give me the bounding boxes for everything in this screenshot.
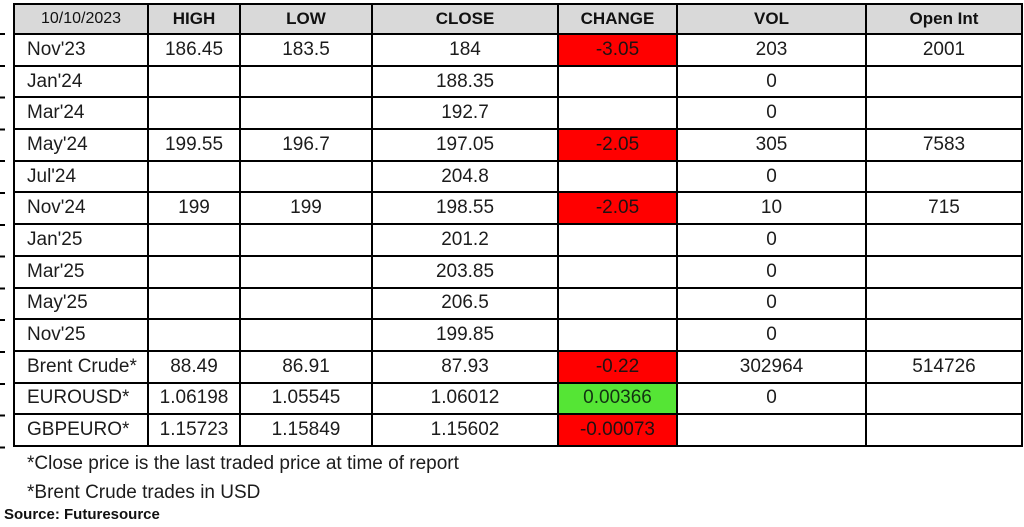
table-row	[14, 319, 1022, 351]
cell-change	[558, 66, 677, 98]
cell-open-int	[866, 97, 1022, 129]
cell-label: Mar'25	[14, 256, 148, 288]
cell-change	[558, 97, 677, 129]
table-row	[14, 351, 1022, 383]
cell-low: 86.91	[240, 351, 372, 383]
footnote-close-price: *Close price is the last traded price at time of report	[27, 453, 459, 474]
cell-label: May'25	[14, 288, 148, 320]
cell-high: 1.06198	[148, 383, 240, 415]
cell-close: 188.35	[372, 66, 558, 98]
cell-open-int: 7583	[866, 129, 1022, 161]
table-row	[14, 161, 1022, 193]
column-header-low: LOW	[240, 4, 372, 34]
cell-close: 184	[372, 34, 558, 66]
cell-change	[558, 288, 677, 320]
cell-close: 203.85	[372, 256, 558, 288]
cell-open-int	[866, 288, 1022, 320]
cropped-gridline-ticks	[0, 33, 5, 450]
cell-change	[558, 319, 677, 351]
column-header-open-int: Open Int	[866, 4, 1022, 34]
cell-high	[148, 256, 240, 288]
cell-low	[240, 224, 372, 256]
cell-label: Jul'24	[14, 161, 148, 193]
cell-close: 1.06012	[372, 383, 558, 415]
cell-close: 201.2	[372, 224, 558, 256]
cell-high: 1.15723	[148, 414, 240, 446]
cell-label: Brent Crude*	[14, 351, 148, 383]
cell-vol: 0	[677, 66, 866, 98]
table-row	[14, 97, 1022, 129]
table-row	[14, 383, 1022, 415]
table-row	[14, 414, 1022, 446]
cell-low	[240, 319, 372, 351]
cell-change: -0.00073	[558, 414, 677, 446]
cell-vol: 0	[677, 161, 866, 193]
table-header	[14, 4, 1022, 34]
cell-change: -2.05	[558, 129, 677, 161]
table-row	[14, 192, 1022, 224]
cell-open-int	[866, 224, 1022, 256]
cell-low	[240, 161, 372, 193]
source-attribution: Source: Futuresource	[4, 506, 160, 523]
cell-close: 197.05	[372, 129, 558, 161]
cell-high: 199.55	[148, 129, 240, 161]
cell-close: 87.93	[372, 351, 558, 383]
footnote-brent-crude: *Brent Crude trades in USD	[27, 482, 261, 503]
cell-label: GBPEURO*	[14, 414, 148, 446]
table-row	[14, 256, 1022, 288]
header-row	[14, 4, 1022, 34]
cell-low	[240, 66, 372, 98]
table-body	[14, 34, 1022, 446]
cell-change	[558, 161, 677, 193]
cell-label: Nov'24	[14, 192, 148, 224]
cell-open-int: 2001	[866, 34, 1022, 66]
cell-vol: 302964	[677, 351, 866, 383]
cell-high	[148, 288, 240, 320]
cell-open-int	[866, 319, 1022, 351]
cell-high	[148, 224, 240, 256]
cell-label: Jan'25	[14, 224, 148, 256]
cell-vol: 0	[677, 383, 866, 415]
table-row	[14, 66, 1022, 98]
cell-low	[240, 97, 372, 129]
cell-close: 1.15602	[372, 414, 558, 446]
cell-vol: 0	[677, 288, 866, 320]
table-row	[14, 129, 1022, 161]
cell-open-int: 715	[866, 192, 1022, 224]
cell-high	[148, 66, 240, 98]
cell-label: May'24	[14, 129, 148, 161]
cell-vol: 0	[677, 97, 866, 129]
cell-vol: 305	[677, 129, 866, 161]
cell-close: 192.7	[372, 97, 558, 129]
column-header-close: CLOSE	[372, 4, 558, 34]
cell-vol: 0	[677, 256, 866, 288]
cell-label: Nov'23	[14, 34, 148, 66]
cell-vol	[677, 414, 866, 446]
cell-low: 196.7	[240, 129, 372, 161]
cell-label: EUROUSD*	[14, 383, 148, 415]
cell-label: Mar'24	[14, 97, 148, 129]
cell-change: -3.05	[558, 34, 677, 66]
cell-vol: 0	[677, 224, 866, 256]
cell-high: 186.45	[148, 34, 240, 66]
cell-low: 1.15849	[240, 414, 372, 446]
cell-high: 199	[148, 192, 240, 224]
footnotes	[27, 449, 459, 507]
cell-label: Nov'25	[14, 319, 148, 351]
table-row	[14, 224, 1022, 256]
cell-vol: 0	[677, 319, 866, 351]
cell-low: 183.5	[240, 34, 372, 66]
cell-close: 204.8	[372, 161, 558, 193]
cell-low	[240, 288, 372, 320]
cell-change	[558, 224, 677, 256]
cell-change: -0.22	[558, 351, 677, 383]
cell-open-int	[866, 161, 1022, 193]
table-row	[14, 288, 1022, 320]
cell-low	[240, 256, 372, 288]
cell-high: 88.49	[148, 351, 240, 383]
cell-low: 199	[240, 192, 372, 224]
cell-change: 0.00366	[558, 383, 677, 415]
cell-high	[148, 97, 240, 129]
cell-change: -2.05	[558, 192, 677, 224]
cell-vol: 10	[677, 192, 866, 224]
table-row	[14, 34, 1022, 66]
column-header-vol: VOL	[677, 4, 866, 34]
report-date-header: 10/10/2023	[14, 4, 148, 34]
cell-low: 1.05545	[240, 383, 372, 415]
futures-price-table	[13, 3, 1023, 447]
cell-high	[148, 161, 240, 193]
cell-label: Jan'24	[14, 66, 148, 98]
column-header-high: HIGH	[148, 4, 240, 34]
cell-close: 198.55	[372, 192, 558, 224]
cell-open-int	[866, 66, 1022, 98]
cell-high	[148, 319, 240, 351]
cell-close: 199.85	[372, 319, 558, 351]
cell-open-int	[866, 383, 1022, 415]
cell-close: 206.5	[372, 288, 558, 320]
cell-open-int: 514726	[866, 351, 1022, 383]
cell-change	[558, 256, 677, 288]
cell-vol: 203	[677, 34, 866, 66]
cell-open-int	[866, 414, 1022, 446]
column-header-change: CHANGE	[558, 4, 677, 34]
cell-open-int	[866, 256, 1022, 288]
